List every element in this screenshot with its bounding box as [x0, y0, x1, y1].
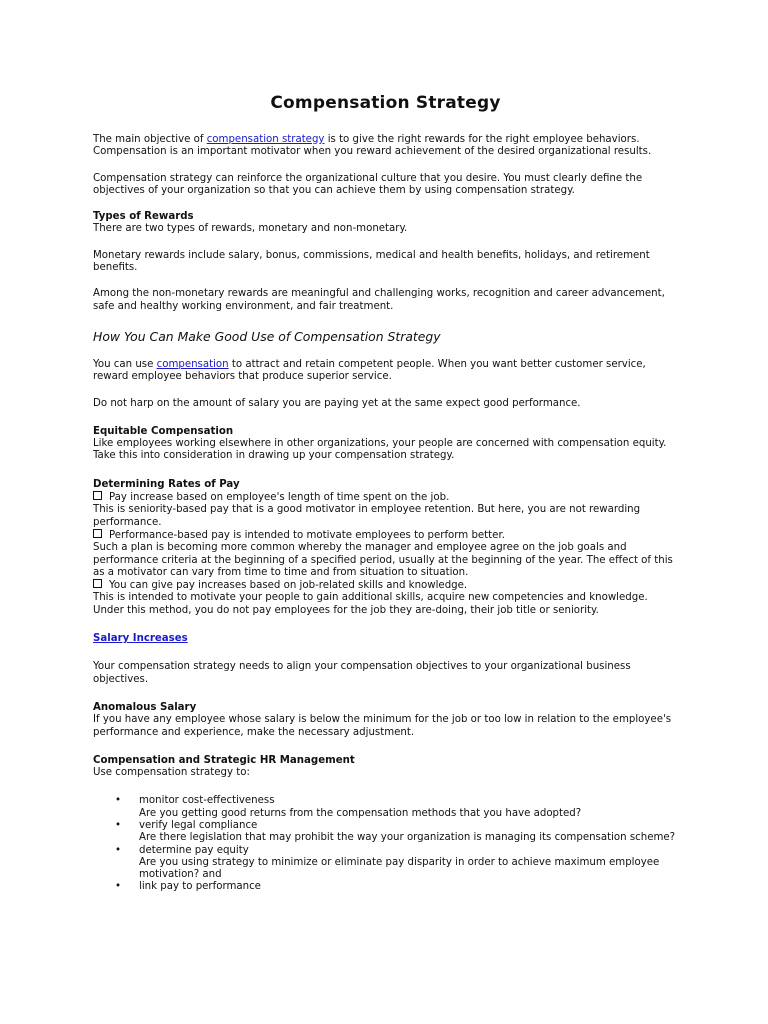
types-of-rewards-heading: Types of Rewards — [93, 211, 194, 223]
rewards-paragraph-1: There are two types of rewards, monetary and non-monetary. — [93, 223, 408, 235]
good-use-heading: How You Can Make Good Use of Compensation Strategy — [93, 328, 441, 344]
rates-of-pay-list — [93, 491, 678, 617]
good-use-paragraph-1: You can use compensation to attract and retain competent people. When you want better customer service, reward employee behaviors that produce superior service. — [93, 358, 646, 383]
anomalous-salary-paragraph: If you have any employee whose salary is below the minimum for the job or too low in relation to the employee's performance and experience, make the necessary adjustment. — [93, 714, 672, 738]
strategic-intro: Use compensation strategy to: — [93, 767, 250, 779]
bullet-icon: • — [115, 795, 122, 807]
list-item: • determine pay equity Are you using strategy to minimize or eliminate pay disparity in order to achieve maximum employee motivation? and — [115, 844, 660, 881]
rates-of-pay-heading: Determining Rates of Pay — [93, 478, 240, 490]
strategic-list — [93, 795, 678, 893]
list-item: • monitor cost-effectiveness Are you getting good returns from the compensation methods that you have adopted? — [115, 795, 582, 819]
bullet-icon: • — [115, 881, 122, 893]
bullet-icon: • — [115, 819, 122, 831]
rates-item-3-detail: This is intended to motivate your people to gain additional skills, acquire new competencies and knowledge. Under this method, you do not pay employees for the job they are-doing, their job title or seniority. — [93, 592, 648, 616]
compensation-strategy-link[interactable]: compensation strategy — [206, 134, 325, 145]
rates-item-1: Pay increase based on employee's length of time spent on the job. — [93, 491, 678, 504]
checkbox-icon — [93, 491, 102, 500]
list-item: • verify legal compliance Are there legislation that may prohibit the way your organization is managing its compensation scheme? — [115, 819, 676, 844]
checkbox-icon — [93, 529, 102, 538]
rates-item-3: You can give pay increases based on job-related skills and knowledge. — [93, 579, 678, 592]
page-title: Compensation Strategy — [270, 93, 501, 113]
list-item: • link pay to performance — [115, 881, 261, 893]
document-page — [93, 92, 678, 894]
rates-item-2: Performance-based pay is intended to motivate employees to perform better. — [93, 529, 678, 542]
salary-increases-link[interactable]: Salary Increases — [93, 633, 188, 645]
strategic-hr-heading: Compensation and Strategic HR Management — [93, 754, 355, 766]
rewards-paragraph-2: Monetary rewards include salary, bonus, commissions, medical and health benefits, holidays, and retirement benefits. — [93, 249, 650, 274]
equitable-paragraph: Like employees working elsewhere in other organizations, your people are concerned with compensation equity. Take this into consideration in drawing up your compensation strategy. — [93, 438, 667, 462]
rewards-paragraph-3: Among the non-monetary rewards are meaningful and challenging works, recognition and career advancement, safe and healthy working environment, and fair treatment. — [93, 288, 665, 312]
salary-increases-paragraph: Your compensation strategy needs to align your compensation objectives to your organizational business objectives. — [93, 661, 631, 685]
good-use-paragraph-2: Do not harp on the amount of salary you are paying yet at the same expect good performance. — [93, 397, 581, 409]
bullet-icon: • — [115, 844, 122, 856]
anomalous-salary-heading: Anomalous Salary — [93, 701, 197, 713]
checkbox-icon — [93, 579, 102, 588]
compensation-link[interactable]: compensation — [156, 358, 229, 370]
intro-paragraph-1: The main objective of compensation strategy is to give the right rewards for the right employee behaviors. Compensation is an important motivator when you reward achievement of the desired organizational results. — [93, 134, 652, 158]
rates-item-1-detail: This is seniority-based pay that is a good motivator in employee retention. But here, you are not rewarding performance. — [93, 504, 641, 528]
equitable-compensation-heading: Equitable Compensation — [93, 425, 234, 437]
rates-item-2-detail: Such a plan is becoming more common whereby the manager and employee agree on the job goals and performance criteria at the beginning of a specified period, usually at the beginning of the year. The effect of this as a motivator can vary from time to time and from situation to situation. — [93, 542, 673, 578]
intro-paragraph-2: Compensation strategy can reinforce the organizational culture that you desire. You must clearly define the objectives of your organization so that you can achieve them by using compensation strategy. — [93, 172, 643, 196]
